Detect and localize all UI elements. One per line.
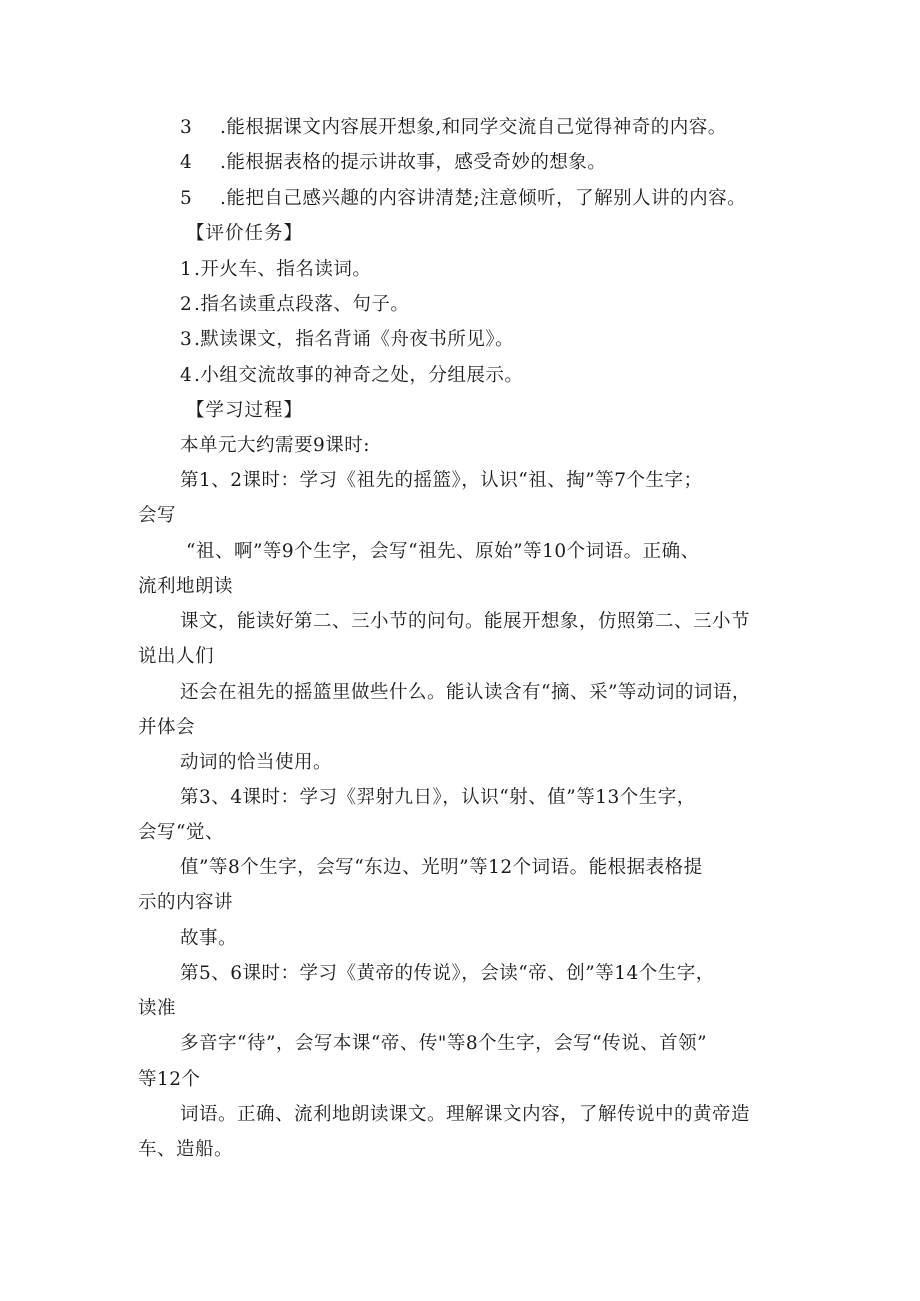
objective-number: 5: [180, 188, 193, 209]
lesson-3-4-line: 第3、4课时：学习《羿射九日》，认识“射、值”等13个生字，: [180, 787, 696, 808]
evaluation-item: [180, 293, 409, 317]
objective-item: [180, 187, 746, 211]
lesson-5-6-line: 词语。正确、流利地朗读课文。理解课文内容，了解传说中的黄帝造: [180, 1104, 751, 1125]
lesson-1-2-line: 流利地朗读: [138, 576, 234, 597]
lesson-1-2-line: 会写: [138, 505, 177, 526]
lesson-1-2-line: 还会在祖先的摇篮里做些什么。能认读含有“摘、采”等动词的词语，: [180, 682, 751, 703]
lesson-1-2-line: 并体会: [138, 717, 196, 738]
lesson-5-6-line: 车、造船。: [138, 1139, 234, 1160]
objective-item: [180, 116, 727, 140]
evaluation-number: 1: [180, 259, 193, 280]
evaluation-item: [180, 364, 523, 388]
evaluation-item: [180, 328, 514, 352]
lesson-1-2-line: 动词的恰当使用。: [180, 752, 333, 773]
evaluation-number: 4: [180, 365, 193, 386]
evaluation-text: .开火车、指名读词。: [194, 259, 372, 280]
lesson-5-6-line: 等12个: [138, 1069, 201, 1090]
lesson-3-4-line: 会写“觉、: [138, 822, 224, 843]
lesson-1-2-line: 课文，能读好第二、三小节的问句。能展开想象，仿照第二、三小节: [180, 611, 751, 632]
lesson-3-4-line: 示的内容讲: [138, 892, 234, 913]
objective-number: 3: [180, 117, 193, 138]
evaluation-heading: 【评价任务】: [186, 223, 304, 244]
objective-text: .能根据表格的提示讲故事，感受奇妙的想象。: [220, 152, 607, 173]
lesson-3-4-line: 值”等8个生字，会写“东边、光明”等12个词语。能根据表格提: [180, 857, 703, 878]
lesson-5-6-line: 读准: [138, 998, 177, 1019]
lesson-5-6-line: 多音字“待”，会写本课“帝、传"等8个生字，会写“传说、首领”: [180, 1033, 708, 1054]
objective-text: .能根据课文内容展开想象,和同学交流自己觉得神奇的内容。: [220, 117, 727, 138]
objective-item: [180, 151, 606, 175]
lesson-3-4-line: 故事。: [180, 928, 238, 949]
evaluation-item: [180, 258, 371, 282]
lesson-1-2-line: 第1、2课时：学习《祖先的摇篮》，认识“祖、掏”等7个生字；: [180, 470, 703, 491]
evaluation-number: 2: [180, 294, 193, 315]
lesson-5-6-line: 第5、6课时：学习《黄帝的传说》，会读“帝、创”等14个生字，: [180, 963, 715, 984]
lesson-1-2-line: “祖、啊”等9个生字，会写“祖先、原始”等10个词语。正确、: [186, 541, 700, 562]
objective-text: .能把自己感兴趣的内容讲清楚;注意倾听，了解别人讲的内容。: [220, 188, 747, 209]
objective-number: 4: [180, 152, 193, 173]
evaluation-text: .指名读重点段落、句子。: [194, 294, 410, 315]
lesson-1-2-line: 说出人们: [138, 646, 215, 667]
evaluation-text: .小组交流故事的神奇之处，分组展示。: [194, 365, 524, 386]
evaluation-number: 3: [180, 329, 193, 350]
process-heading: 【学习过程】: [186, 400, 304, 421]
evaluation-text: .默读课文，指名背诵《舟夜书所见》。: [194, 329, 515, 350]
process-intro: 本单元大约需要9课时:: [180, 435, 371, 456]
